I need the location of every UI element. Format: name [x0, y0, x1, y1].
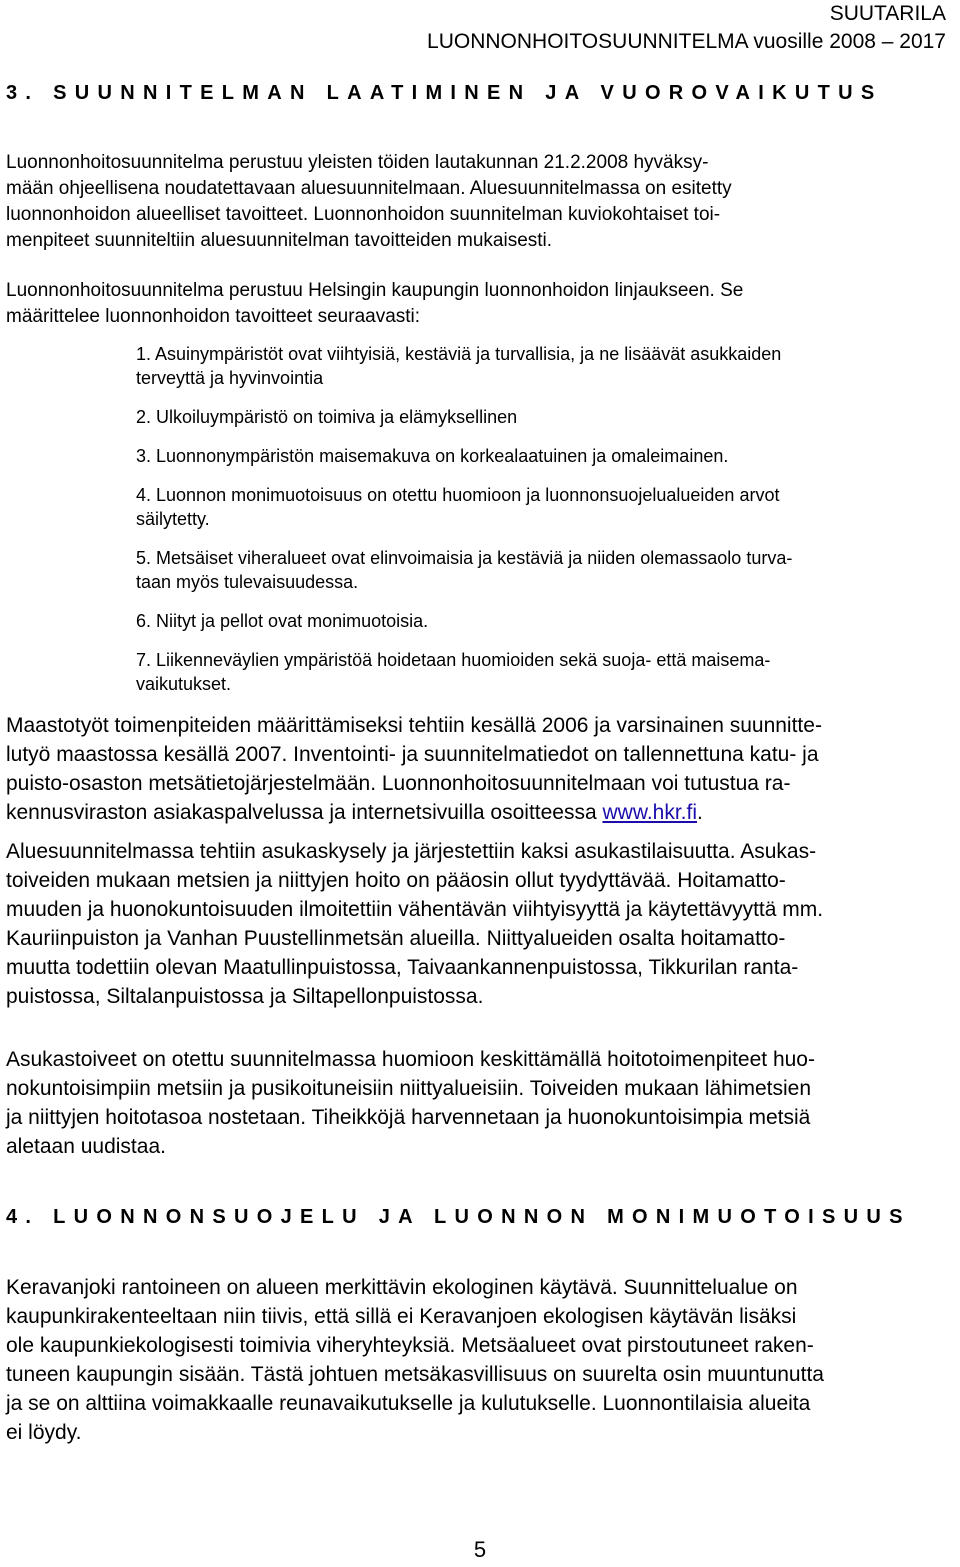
section-3-heading: 3. SUUNNITELMAN LAATIMINEN JA VUOROVAIKUTUS [6, 82, 883, 104]
text-line: 2. Ulkoiluympäristö on toimiva ja elämyksellinen [136, 407, 518, 427]
section-4-paragraph-1 [6, 1273, 951, 1447]
text-line: ei löydy. [6, 1421, 82, 1444]
goal-item-3 [136, 444, 951, 468]
section-3-paragraph-1 [6, 150, 951, 254]
text-line: . [697, 801, 703, 824]
text-line: nokuntoisimpiin metsiin ja pusikoituneisiin niittyalueisiin. Toiveiden mukaan lähimetsien [6, 1077, 812, 1100]
text-line: terveyttä ja hyvinvointia [136, 368, 324, 388]
text-line: 6. Niityt ja pellot ovat monimuotoisia. [136, 611, 429, 631]
text-line: tuneen kaupungin sisään. Tästä johtuen metsäkasvillisuus on suurelta osin muuntunutta [6, 1363, 824, 1386]
text-line: Kauriinpuiston ja Vanhan Puustellinmetsän alueilla. Niittyalueiden osalta hoitamatto- [6, 927, 786, 950]
text-line: muuden ja huonokuntoisuuden ilmoitettiin vähentävän viihtyisyyttä ja käytettävyyttä mm. [6, 898, 824, 921]
section-4-heading: 4. LUONNONSUOJELU JA LUONNON MONIMUOTOISUUS [6, 1206, 911, 1228]
goal-item-6 [136, 609, 951, 633]
text-line: kaupunkirakenteeltaan niin tiivis, että sillä ei Keravanjoen ekologisen käytävän lisäksi [6, 1305, 797, 1328]
goal-item-2 [136, 405, 951, 429]
text-line: toiveiden mukaan metsien ja niittyjen hoito on pääosin ollut tyydyttävää. Hoitamatto- [6, 869, 786, 892]
text-line: luonnonhoidon alueelliset tavoitteet. Luonnonhoidon suunnitelman kuviokohtaiset toi- [6, 204, 721, 225]
text-line: puistossa, Siltalanpuistossa ja Siltapellonpuistossa. [6, 985, 484, 1008]
text-line: 3. Luonnonympäristön maisemakuva on korkealaatuinen ja omaleimainen. [136, 446, 729, 466]
running-header [427, 0, 946, 56]
text-line: 7. Liikenneväylien ympäristöä hoidetaan huomioiden sekä suoja- että maisema- [136, 650, 771, 670]
page-number: 5 [473, 1537, 487, 1562]
text-line: ja se on alttiina voimakkaalle reunavaikutukselle ja kulutukselle. Luonnontilaisia alueita [6, 1392, 811, 1415]
section-3-paragraph-2 [6, 278, 951, 330]
header-document-title: LUONNONHOITOSUUNNITELMA vuosille 2008 – 2017 [427, 30, 946, 53]
text-line: ja niittyjen hoitotasoa nostetaan. Tiheikköjä harvennetaan ja huonokuntoisimpia metsiä [6, 1106, 811, 1129]
section-3-paragraph-3 [6, 711, 951, 827]
goal-item-1 [136, 342, 951, 390]
goal-item-4 [136, 483, 951, 531]
nature-management-goals-list [136, 342, 951, 696]
text-line: Keravanjoki rantoineen on alueen merkittävin ekologinen käytävä. Suunnittelualue on [6, 1276, 798, 1299]
header-place-name: SUUTARILA [829, 2, 946, 25]
goal-item-5 [136, 546, 951, 594]
text-line: menpiteet suunniteltiin aluesuunnitelman tavoitteiden mukaisesti. [6, 230, 553, 251]
text-line: 1. Asuinympäristöt ovat viihtyisiä, kestäviä ja turvallisia, ja ne lisäävät asukkaiden [136, 344, 782, 364]
text-line: mään ohjeellisena noudatettavaan aluesuunnitelmaan. Aluesuunnitelmassa on esitetty [6, 178, 732, 199]
text-line: Aluesuunnitelmassa tehtiin asukaskysely ja järjestettiin kaksi asukastilaisuutta. Asukas- [6, 840, 817, 863]
goal-item-7 [136, 648, 951, 696]
text-line: Luonnonhoitosuunnitelma perustuu yleisten töiden lautakunnan 21.2.2008 hyväksy- [6, 152, 709, 173]
section-3-paragraph-4 [6, 837, 951, 1011]
text-line: ole kaupunkiekologisesti toimivia viheryhteyksiä. Metsäalueet ovat pirstoutuneet raken- [6, 1334, 814, 1357]
text-line: puisto-osaston metsätietojärjestelmään. Luonnonhoitosuunnitelmaan voi tutustua ra- [6, 772, 791, 795]
text-line: lutyö maastossa kesällä 2007. Inventointi- ja suunnitelmatiedot on tallennettuna katu- ja [6, 743, 819, 766]
text-line: Asukastoiveet on otettu suunnitelmassa huomioon keskittämällä hoitotoimenpiteet huo- [6, 1048, 815, 1071]
text-line: aletaan uudistaa. [6, 1135, 166, 1158]
text-line: kennusviraston asiakaspalvelussa ja internetsivuilla osoitteessa [6, 801, 603, 824]
text-line: muutta todettiin olevan Maatullinpuistossa, Taivaankannenpuistossa, Tikkurilan ranta- [6, 956, 799, 979]
hkr-website-link[interactable]: www.hkr.fi [602, 801, 698, 824]
section-3-paragraph-5 [6, 1045, 951, 1161]
text-line: vaikutukset. [136, 674, 232, 694]
text-line: määrittelee luonnonhoidon tavoitteet seuraavasti: [6, 306, 421, 327]
text-line: Luonnonhoitosuunnitelma perustuu Helsingin kaupungin luonnonhoidon linjaukseen. Se [6, 280, 744, 301]
text-line: 5. Metsäiset viheralueet ovat elinvoimaisia ja kestäviä ja niiden olemassaolo turva- [136, 548, 793, 568]
text-line: säilytetty. [136, 509, 210, 529]
text-line: taan myös tulevaisuudessa. [136, 572, 359, 592]
text-line: Maastotyöt toimenpiteiden määrittämiseksi tehtiin kesällä 2006 ja varsinainen suunnitte- [6, 714, 822, 737]
text-line: 4. Luonnon monimuotoisuus on otettu huomioon ja luonnonsuojelualueiden arvot [136, 485, 780, 505]
